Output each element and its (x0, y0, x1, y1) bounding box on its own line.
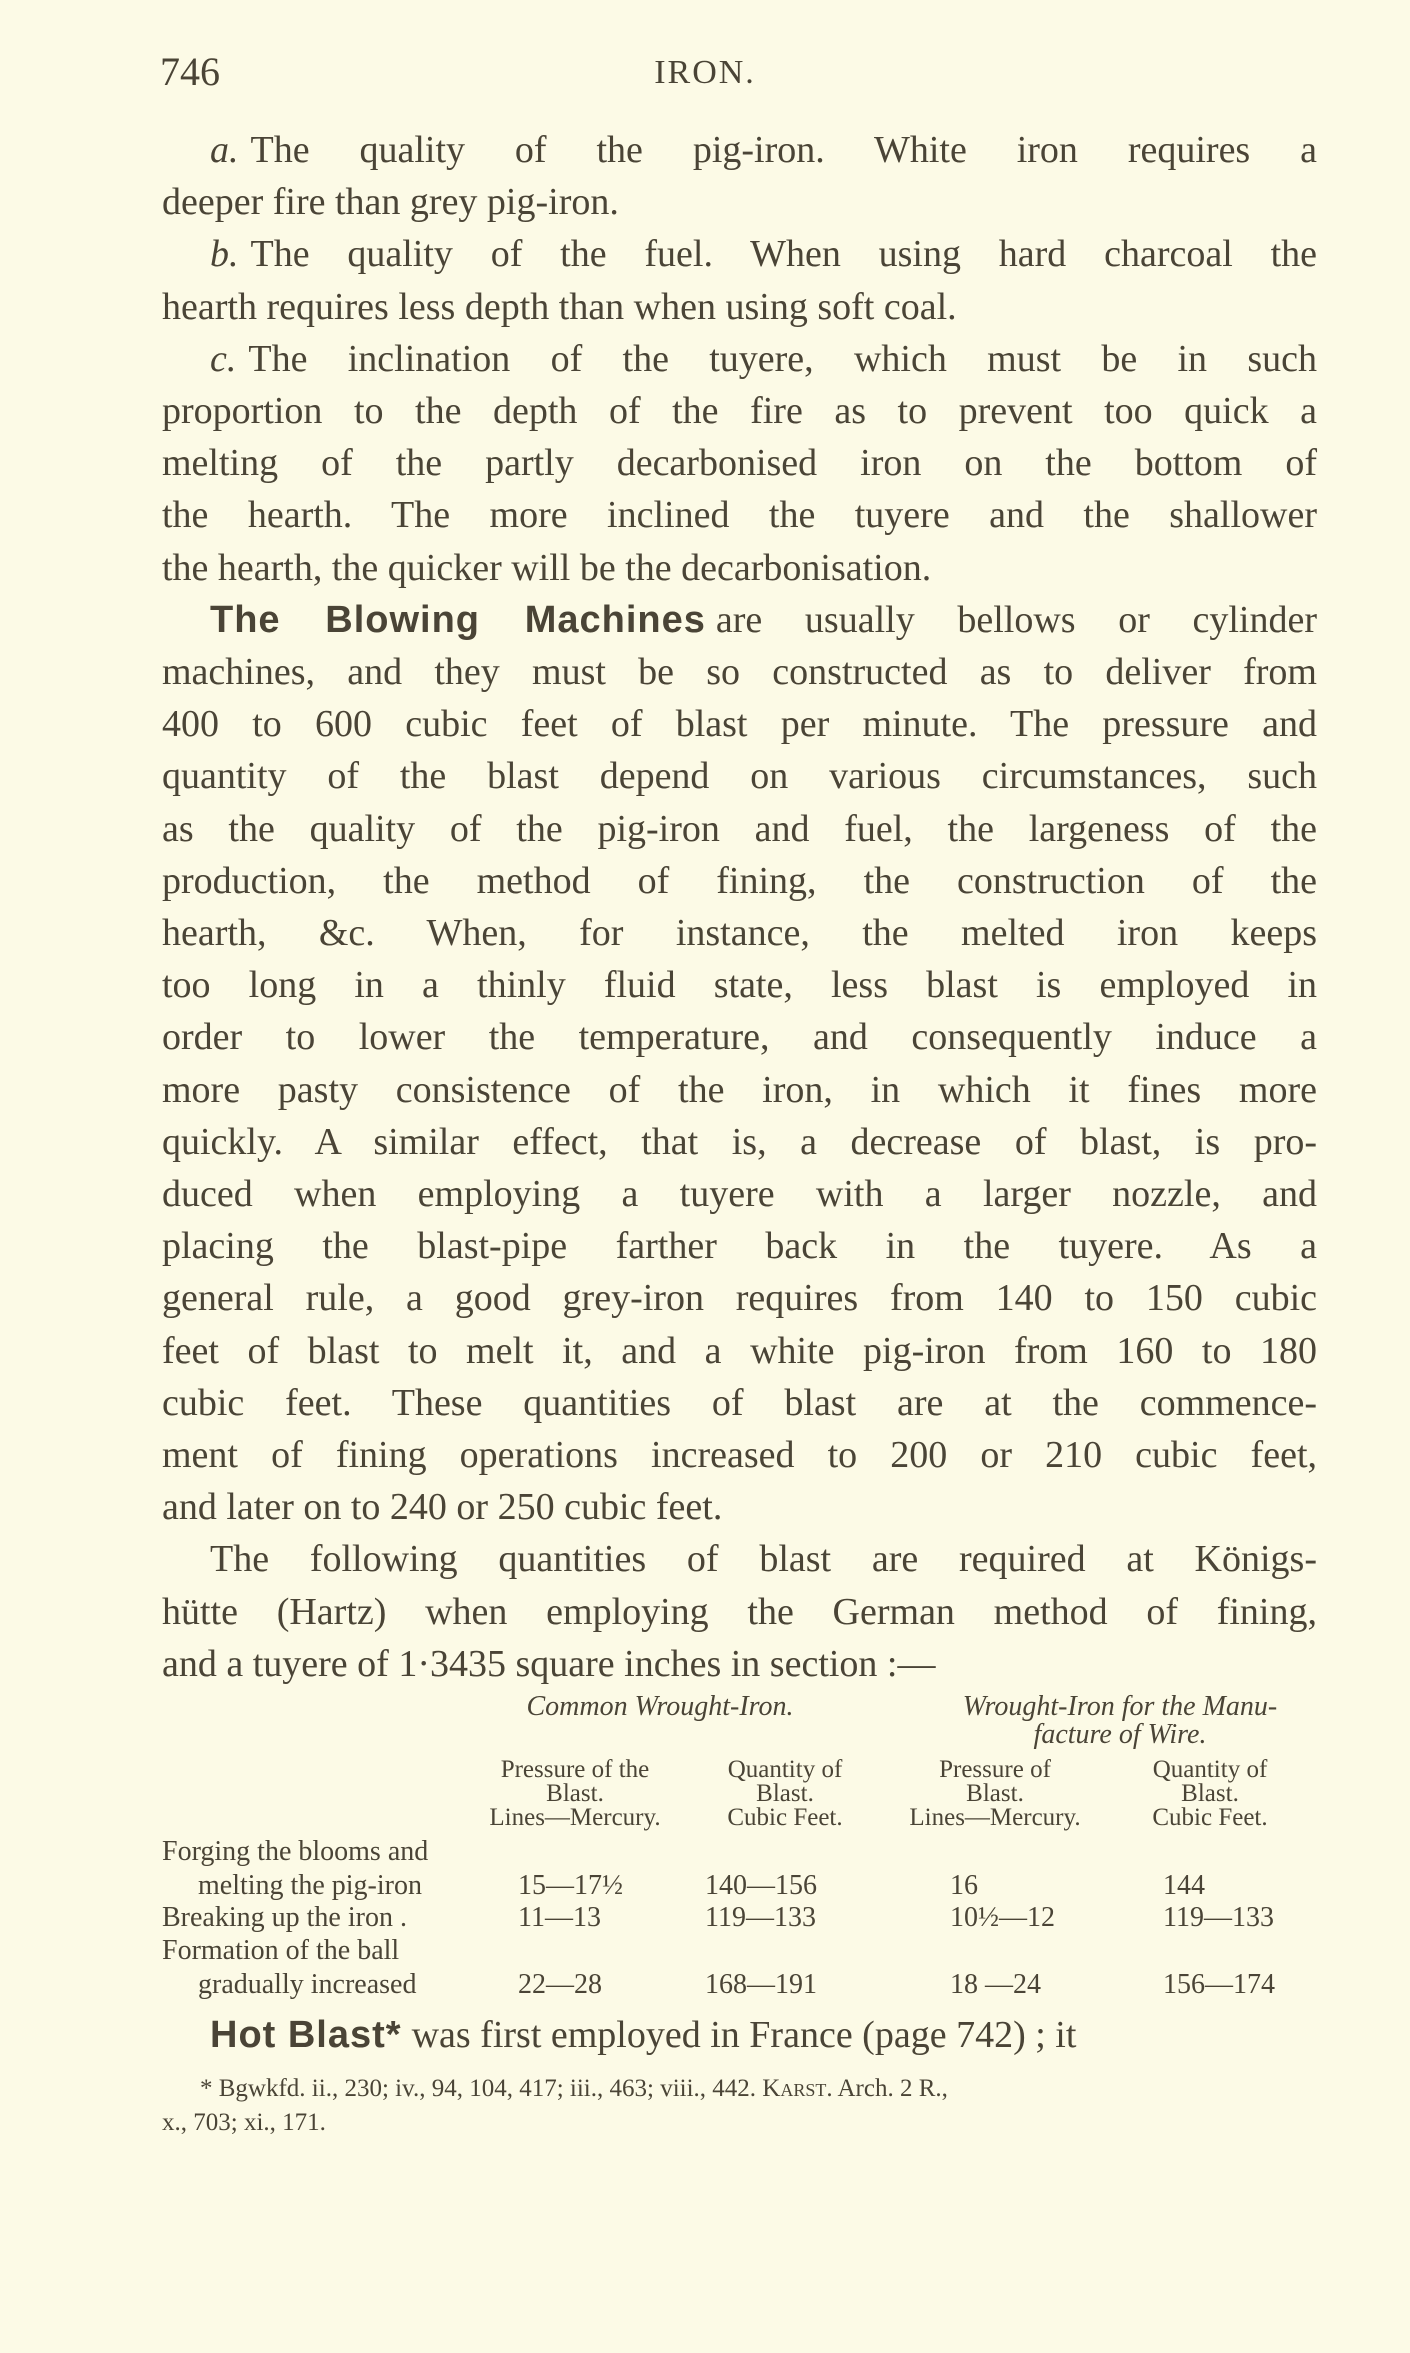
row-label: Breaking up the iron . (162, 1902, 407, 1933)
text-line (162, 1638, 1317, 1690)
column-header: Cubic Feet. (727, 1804, 843, 1831)
column-header: Lines—Mercury. (909, 1804, 1081, 1831)
section-heading: The Blowing Machines (210, 598, 706, 641)
column-header: Pressure of the (500, 1756, 650, 1783)
item-label: a. (210, 129, 239, 171)
text-line (162, 803, 1317, 855)
text-line (210, 594, 1317, 646)
group-header-common: Common Wrought-Iron. (526, 1691, 794, 1722)
text-line (162, 1429, 1317, 1481)
line-text: duced when employing a tuyere with a larger nozzle, and (162, 1173, 1317, 1215)
line-text: as the quality of the pig-iron and fuel, the largeness of the (162, 807, 1317, 850)
text-line (162, 1325, 1317, 1377)
text-line (162, 542, 1317, 594)
line-text: order to lower the temperature, and consequently induce a (162, 1016, 1317, 1059)
footnote-author: Karst. (762, 2075, 833, 2102)
line-text: more pasty consistence of the iron, in which it fines more (162, 1068, 1317, 1111)
text-line (162, 1272, 1317, 1324)
hot-blast-heading: Hot Blast* (210, 2014, 402, 2056)
line-text: The quality of the pig-iron. White iron requires a (250, 129, 1317, 171)
text-line (162, 1220, 1317, 1272)
table-cell: 11—13 (518, 1902, 601, 1933)
line-text: melting of the partly decarbonised iron on the bottom of (162, 442, 1317, 485)
text-line (210, 333, 1317, 385)
table-cell: 15—17½ (518, 1870, 623, 1901)
closing-text: was first employed in France (page 742) ; it (411, 2014, 1077, 2056)
text-line (162, 1011, 1317, 1063)
table-cell: 140—156 (705, 1870, 817, 1901)
text-line (162, 1481, 1317, 1533)
column-header: Cubic Feet. (1152, 1804, 1268, 1831)
text-line (162, 176, 1317, 228)
column-header: Pressure of (939, 1756, 1051, 1783)
line-text: and later on to 240 or 250 cubic feet. (162, 1486, 723, 1529)
text-line (162, 646, 1317, 698)
line-text: feet of blast to melt it, and a white pig-iron from 160 to 180 (162, 1329, 1317, 1372)
group-header-wire-2: facture of Wire. (1033, 1719, 1207, 1750)
table-cell: 22—28 (518, 1969, 602, 2000)
table-cell: 119—133 (705, 1902, 816, 1933)
text-line (162, 907, 1317, 959)
text-line (162, 1586, 1317, 1638)
line-text: hütte (Hartz) when employing the German method of fining, (162, 1590, 1317, 1633)
line-text: The inclination of the tuyere, which must be in such (248, 337, 1317, 380)
text-line (162, 698, 1317, 750)
group-header-wire-1: Wrought-Iron for the Manu- (962, 1691, 1278, 1722)
table-cell: 16 (950, 1870, 978, 1901)
line-text: placing the blast-pipe farther back in the tuyere. As a (162, 1225, 1317, 1268)
column-header: Blast. (966, 1780, 1024, 1807)
line-text: the hearth. The more inclined the tuyere and the shallower (162, 494, 1317, 537)
line-text: quantity of the blast depend on various circumstances, such (162, 755, 1317, 798)
item-label: b. (210, 233, 239, 276)
text-line (162, 1064, 1317, 1116)
text-line (210, 1533, 1317, 1585)
line-text: cubic feet. These quantities of blast are at the commence- (162, 1381, 1317, 1424)
line-text: 400 to 600 cubic feet of blast per minute. The pressure and (162, 703, 1317, 746)
footnote-line-2: x., 703; xi., 171. (162, 2109, 326, 2136)
line-text: production, the method of fining, the construction of the (162, 859, 1317, 902)
line-text: ment of fining operations increased to 200 or 210 cubic feet, (162, 1434, 1317, 1476)
table-cell: 144 (1163, 1870, 1205, 1901)
table-cell: 119—133 (1163, 1902, 1274, 1933)
text-line (162, 437, 1317, 489)
row-label: Formation of the ball (162, 1935, 400, 1966)
text-line (162, 959, 1317, 1011)
line-text: The quality of the fuel. When using hard charcoal the (250, 233, 1317, 276)
column-header: Quantity of (727, 1756, 843, 1783)
line-text: quickly. A similar effect, that is, a decrease of blast, is pro- (162, 1120, 1317, 1163)
text-line (162, 1116, 1317, 1168)
text-line (162, 281, 1317, 333)
table-cell: 18 —24 (950, 1969, 1041, 2000)
line-text: proportion to the depth of the fire as to prevent too quick a (162, 390, 1317, 432)
page-number: 746 (160, 49, 220, 94)
column-header: Blast. (546, 1780, 604, 1807)
text-line (162, 750, 1317, 802)
text-line (210, 124, 1317, 176)
footnote-line-1 (200, 2072, 948, 2106)
row-label-cont: melting the pig-iron (198, 1870, 422, 1901)
line-text: too long in a thinly fluid state, less blast is employed in (162, 964, 1317, 1007)
item-label: c. (210, 337, 237, 380)
column-header: Blast. (756, 1780, 814, 1807)
table-cell: 168—191 (705, 1969, 817, 2000)
footnote-refs: * Bgwkfd. ii., 230; iv., 94, 104, 417; iii., 463; viii., 442. (200, 2075, 757, 2102)
table-cell: 10½—12 (950, 1902, 1055, 1933)
text-line (162, 489, 1317, 541)
line-text: general rule, a good grey-iron requires from 140 to 150 cubic (162, 1277, 1317, 1320)
line-text: the hearth, the quicker will be the decarbonisation. (162, 546, 932, 589)
column-header: Quantity of (1152, 1756, 1268, 1783)
footnote-refs-2: Arch. 2 R., (837, 2075, 948, 2102)
row-label-cont: gradually increased (198, 1969, 417, 2000)
text-line (162, 855, 1317, 907)
closing-line (210, 2009, 1317, 2061)
table-cell: 156—174 (1163, 1969, 1275, 2000)
line-text: hearth requires less depth than when using soft coal. (162, 285, 957, 328)
column-header: Blast. (1181, 1780, 1239, 1807)
running-title: IRON. (654, 54, 756, 91)
column-header: Lines—Mercury. (489, 1804, 661, 1831)
text-line (210, 228, 1317, 280)
text-line (162, 1377, 1317, 1429)
line-text: deeper fire than grey pig-iron. (162, 181, 619, 224)
line-text: hearth, &c. When, for instance, the melted iron keeps (162, 912, 1317, 954)
line-text: machines, and they must be so constructed as to deliver from (162, 651, 1317, 693)
text-line (162, 385, 1317, 437)
line-text: The following quantities of blast are required at Königs- (210, 1538, 1317, 1581)
text-line (162, 1168, 1317, 1220)
line-text: and a tuyere of 1·3435 square inches in section :— (162, 1642, 936, 1685)
row-label: Forging the blooms and (162, 1836, 429, 1867)
line-text: are usually bellows or cylinder (715, 598, 1317, 641)
